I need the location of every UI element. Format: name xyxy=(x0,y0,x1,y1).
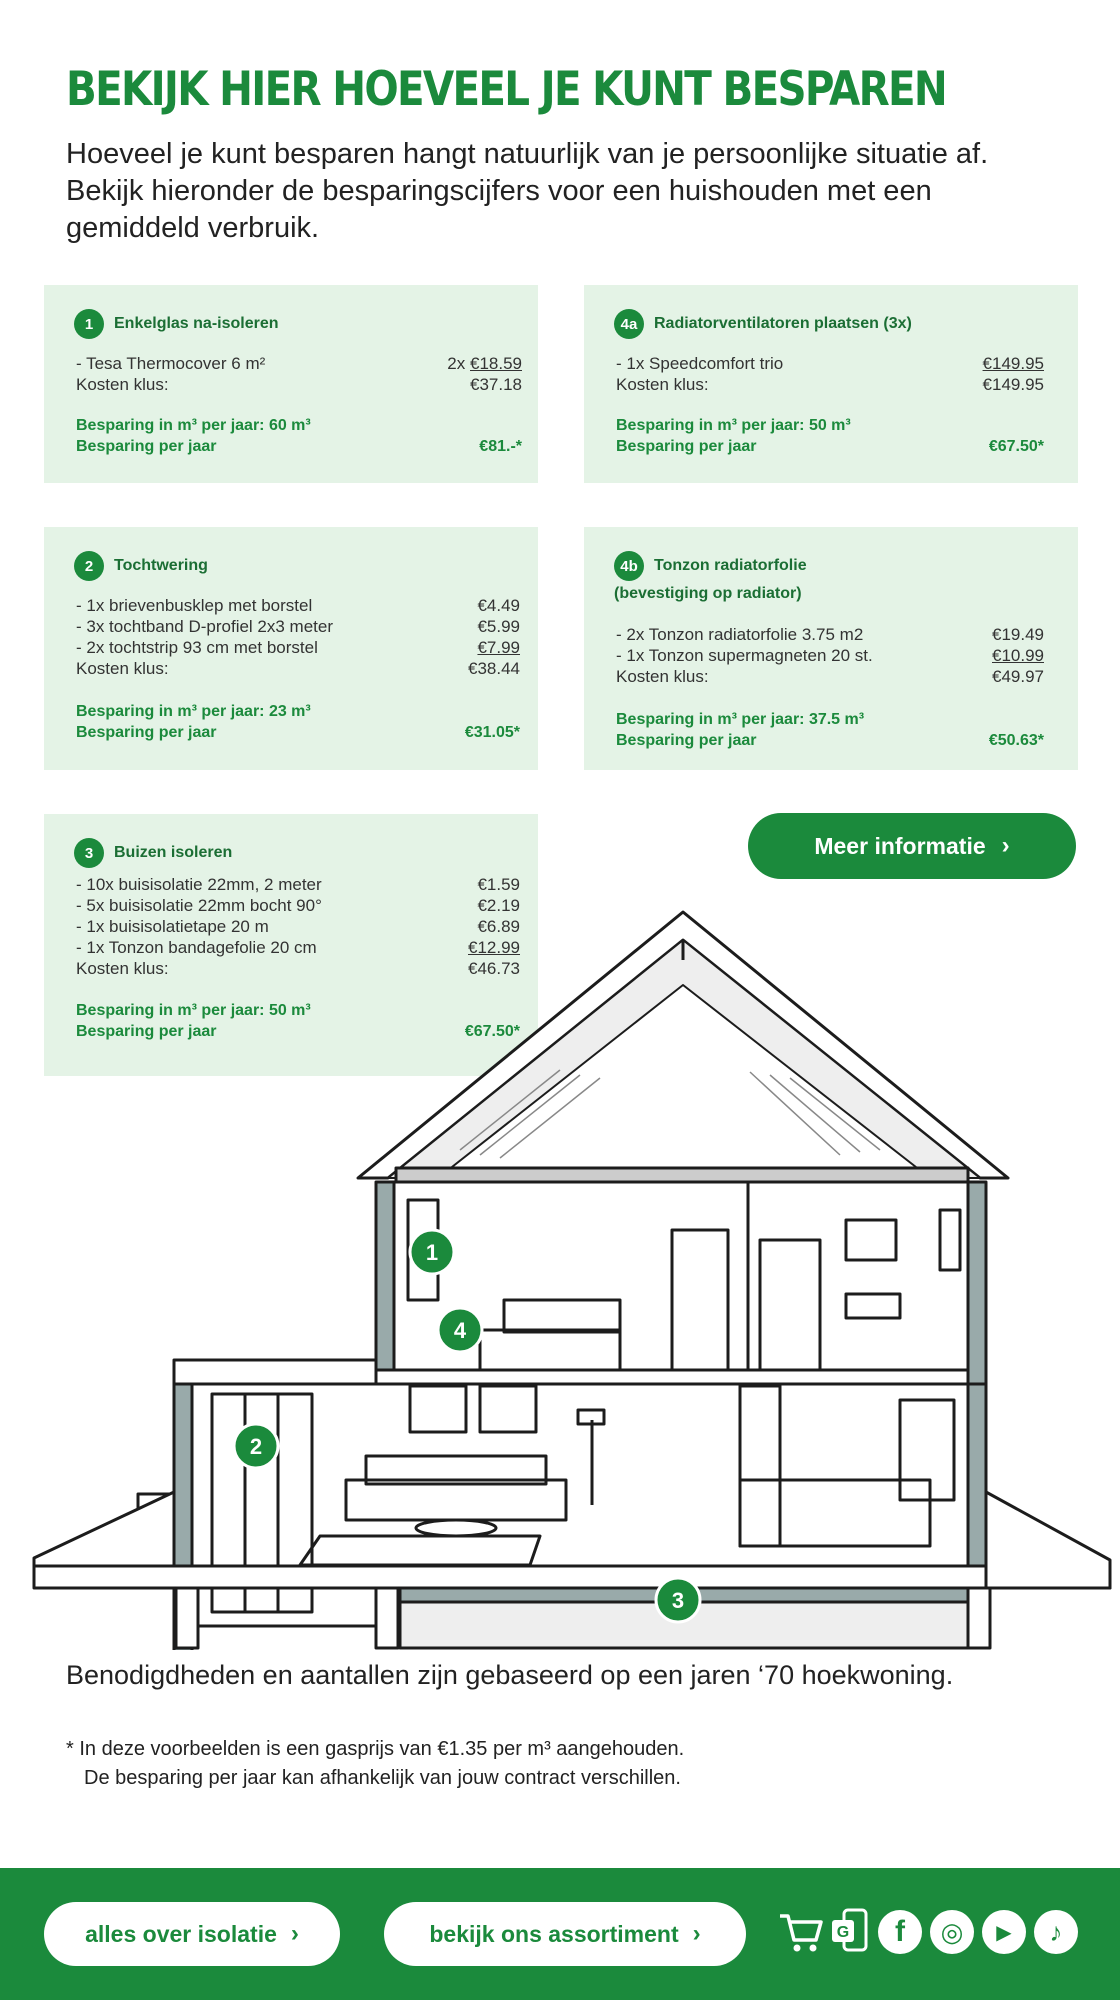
youtube-icon[interactable]: ▶ xyxy=(982,1910,1026,1954)
badge-4b: 4b xyxy=(614,551,644,581)
marker-3 xyxy=(656,1578,700,1622)
marker-1 xyxy=(410,1230,454,1274)
marker-4 xyxy=(438,1308,482,1352)
footnote-gasprice: * In deze voorbeelden is een gasprijs van €1.35 per m³ aangehouden. xyxy=(66,1738,685,1760)
item-row: - Tesa Thermocover 6 m² 2x €18.59 xyxy=(76,354,522,373)
instagram-icon[interactable]: ◎ xyxy=(930,1910,974,1954)
saving-year: Besparing per jaar €67.50* xyxy=(616,438,1044,455)
cost-row: Kosten klus: €37.18 xyxy=(76,375,522,394)
meer-informatie-label: Meer informatie xyxy=(814,832,986,859)
card-tochtwering xyxy=(44,527,538,770)
svg-text:1: 1 xyxy=(425,1240,439,1265)
badge-4a: 4a xyxy=(614,309,644,339)
card-title: Enkelglas na-isoleren xyxy=(114,315,279,332)
intro-text: Hoeveel je kunt besparen hangt natuurlijk van je persoonlijke situatie af. Bekijk hieronder de besparingscijfers voor een huishouden met een gemiddeld verbruik. xyxy=(66,138,989,244)
saving-m3: Besparing in m³ per jaar: 50 m³ xyxy=(76,1002,311,1019)
item-row: - 1x Tonzon supermagneten 20 st. €10.99 xyxy=(616,646,1044,665)
card-subtitle: (bevestiging op radiator) xyxy=(614,585,802,602)
chevron-right-icon: › xyxy=(290,1920,299,1947)
facebook-icon[interactable]: f xyxy=(878,1910,922,1954)
saving-year: Besparing per jaar €67.50* xyxy=(76,1023,520,1040)
item-row: - 1x buisisolatietape 20 m €6.89 xyxy=(76,917,520,936)
saving-year: Besparing per jaar €81.-* xyxy=(76,438,522,455)
item-row: - 2x Tonzon radiatorfolie 3.75 m2 €19.49 xyxy=(616,625,1044,644)
card-title: Radiatorventilatoren plaatsen (3x) xyxy=(654,315,912,332)
meer-informatie-button[interactable] xyxy=(748,813,1076,879)
page-title: BEKIJK HIER HOEVEEL JE KUNT BESPAREN xyxy=(66,62,947,117)
card-title: Tochtwering xyxy=(114,557,208,574)
cost-row: Kosten klus: €38.44 xyxy=(76,659,520,678)
cost-row: Kosten klus: €46.73 xyxy=(76,959,520,978)
badge-2: 2 xyxy=(74,551,104,581)
basis-note: Benodigdheden en aantallen zijn gebaseerd op een jaren ‘70 hoekwoning. xyxy=(66,1660,954,1690)
item-row: - 3x tochtband D-profiel 2x3 meter €5.99 xyxy=(76,617,520,636)
item-row: - 5x buisisolatie 22mm bocht 90° €2.19 xyxy=(76,896,520,915)
svg-text:4: 4 xyxy=(453,1318,467,1343)
marker-2 xyxy=(234,1424,278,1468)
card-radiatorfolie xyxy=(584,527,1078,770)
saving-year: Besparing per jaar €31.05* xyxy=(76,724,520,741)
card-title: Tonzon radiatorfolie xyxy=(654,557,807,574)
chevron-right-icon: › xyxy=(1001,832,1010,859)
chevron-right-icon: › xyxy=(692,1920,701,1947)
saving-m3: Besparing in m³ per jaar: 50 m³ xyxy=(616,417,851,434)
button-label: bekijk ons assortiment xyxy=(429,1920,679,1947)
card-enkelglas xyxy=(44,285,538,483)
saving-m3: Besparing in m³ per jaar: 23 m³ xyxy=(76,703,311,720)
item-row: - 1x brievenbusklep met borstel €4.49 xyxy=(76,596,520,615)
house-illustration xyxy=(0,900,1120,1650)
cost-row: Kosten klus: €149.95 xyxy=(616,375,1044,394)
saving-m3: Besparing in m³ per jaar: 37.5 m³ xyxy=(616,711,865,728)
item-row: - 10x buisisolatie 22mm, 2 meter €1.59 xyxy=(76,875,520,894)
bekijk-assortiment-button[interactable] xyxy=(384,1902,746,1966)
item-row: - 2x tochtstrip 93 cm met borstel €7.99 xyxy=(76,638,520,657)
saving-year: Besparing per jaar €50.63* xyxy=(616,732,1044,749)
app-icon[interactable] xyxy=(830,1908,870,1956)
item-row: - 1x Tonzon bandagefolie 20 cm €12.99 xyxy=(76,938,520,957)
svg-text:G: G xyxy=(836,1924,850,1941)
button-label: alles over isolatie xyxy=(85,1920,277,1947)
svg-text:2: 2 xyxy=(249,1434,263,1459)
cart-icon[interactable] xyxy=(778,1910,824,1954)
item-row: - 1x Speedcomfort trio €149.95 xyxy=(616,354,1044,373)
cost-row: Kosten klus: €49.97 xyxy=(616,667,1044,686)
saving-m3: Besparing in m³ per jaar: 60 m³ xyxy=(76,417,311,434)
footnote-contract: De besparing per jaar kan afhankelijk van jouw contract verschillen. xyxy=(84,1767,681,1789)
card-radiatorventilatoren xyxy=(584,285,1078,483)
svg-text:3: 3 xyxy=(671,1588,685,1613)
badge-3: 3 xyxy=(74,838,104,868)
card-title: Buizen isoleren xyxy=(114,844,233,861)
alles-over-isolatie-button[interactable] xyxy=(44,1902,340,1966)
tiktok-icon[interactable]: ♪ xyxy=(1034,1910,1078,1954)
badge-1: 1 xyxy=(74,309,104,339)
